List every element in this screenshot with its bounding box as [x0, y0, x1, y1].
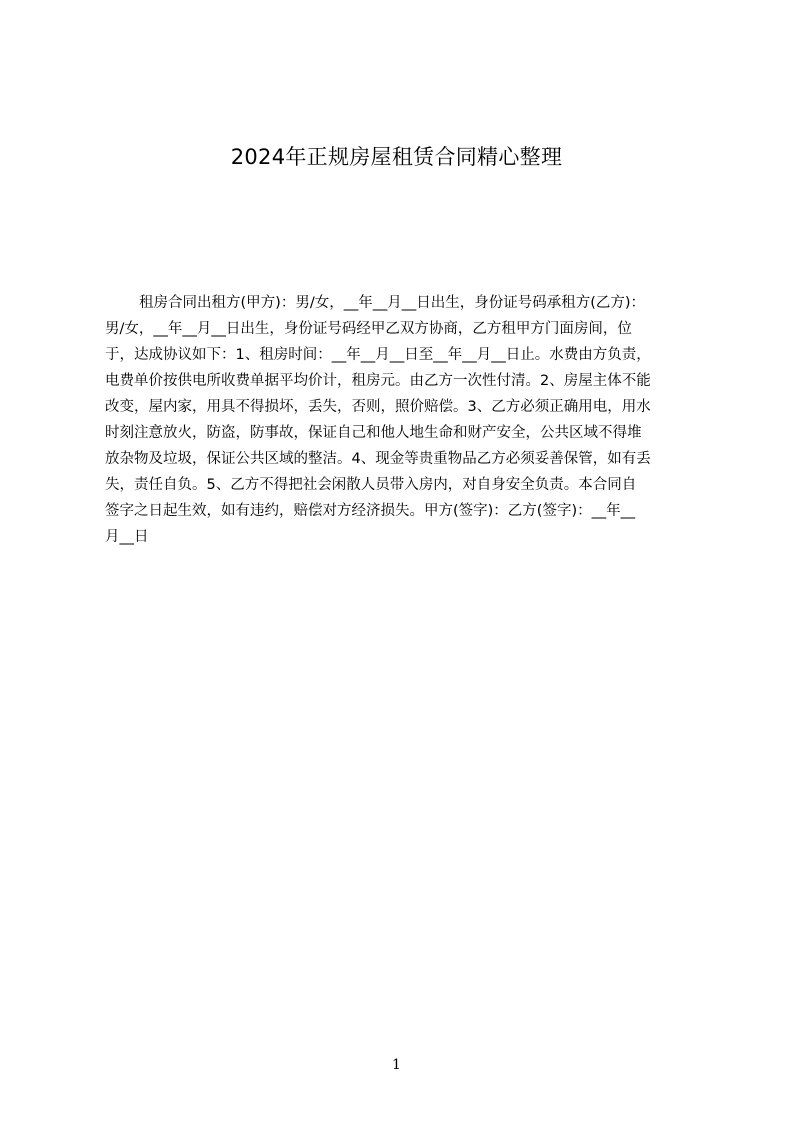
- page-number: 1: [392, 1057, 401, 1073]
- body-line: 电费单价按供电所收费单据平均价计，租房元。由乙方一次性付清。2、房屋主体不能: [105, 373, 651, 389]
- body-line: 签字之日起生效，如有违约，赔偿对方经济损失。甲方(签字)：乙方(签字)：__年__: [105, 503, 636, 519]
- body-line: 于，达成协议如下：1、租房时间：__年__月__日至__年__月__日止。水费由方负责，: [105, 347, 651, 363]
- contract-body: [105, 290, 699, 565]
- body-line: 失，责任自负。5、乙方不得把社会闲散人员带入房内，对自身安全负责。本合同自: [105, 477, 637, 493]
- body-line: 放杂物及垃圾，保证公共区域的整洁。4、现金等贵重物品乙方必须妥善保管，如有丢: [105, 451, 651, 467]
- page-title: 2024年正规房屋租赁合同精心整理: [230, 145, 563, 169]
- body-line: 租房合同出租方(甲方)：男/女，__年__月__日出生，身份证号码承租方(乙方)：: [139, 295, 646, 311]
- body-line: 男/女，__年__月__日出生，身份证号码经甲乙双方协商，乙方租甲方门面房间，位: [105, 321, 632, 337]
- body-line: 月__日: [105, 529, 149, 545]
- body-line: 改变，屋内家，用具不得损坏，丢失，否则，照价赔偿。3、乙方必须正确用电，用水: [105, 399, 651, 415]
- body-line: 时刻注意放火，防盗，防事故，保证自己和他人地生命和财产安全，公共区域不得堆: [105, 425, 642, 441]
